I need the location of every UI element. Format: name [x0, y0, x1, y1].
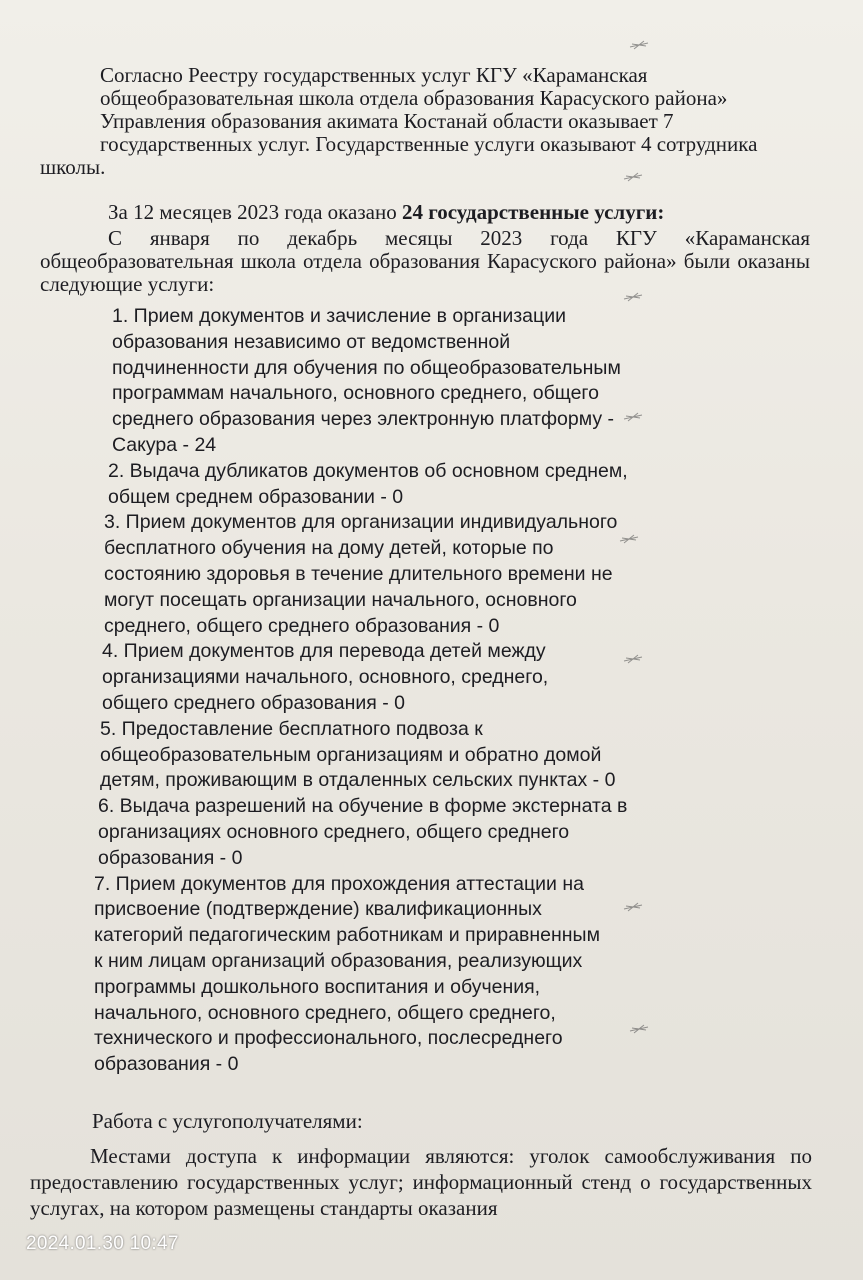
work-section-title: Работа с услугополучателями: [92, 1109, 363, 1133]
services-intro-paragraph: С января по декабрь месяцы 2023 года КГУ «Караманская общеобразовательная школа отдела образования Карасуского района» были оказаны следующие услуги: [40, 226, 810, 296]
stamp-mark-icon [622, 412, 644, 422]
stamp-mark-icon [622, 172, 644, 182]
service-item: 3. Прием документов для организации индивидуального бесплатного обучения на дому детей, которые по состоянию здоровья в течение длительного времени не могут посещать организации начального, основного среднего, общего среднего образования - 0 [104, 511, 618, 637]
stamp-mark-icon [622, 654, 644, 664]
photo-timestamp: 2024.01.30 10:47 [26, 1233, 179, 1254]
intro-line: общеобразовательная школа отдела образования Карасуского района» [100, 86, 728, 110]
summary-paragraph [108, 201, 808, 224]
intro-line: школы. [40, 155, 106, 179]
stamp-mark-icon [622, 902, 644, 912]
stamp-mark-icon [628, 40, 650, 50]
stamp-mark-icon [628, 1024, 650, 1034]
intro-line: Согласно Реестру государственных услуг КГУ «Караманская [100, 63, 648, 87]
service-item: 4. Прием документов для перевода детей между организациями начального, основного, среднего, общего среднего образования - 0 [102, 640, 549, 714]
service-item: 2. Выдача дубликатов документов об основном среднем, общем среднем образовании - 0 [108, 459, 628, 508]
services-list [92, 304, 672, 1078]
service-item: 6. Выдача разрешений на обучение в форме экстерната в организациях основного среднего, общего среднего образования - 0 [98, 795, 628, 869]
service-item: 7. Прием документов для прохождения аттестации на присвоение (подтверждение) квалификационных категорий педагогическим работникам и приравненным к ним лицам организаций образования, реализующих программы дошкольного воспитания и обучения, начального, основного среднего, общего среднего, технического и профессионального, послесреднего образования - 0 [94, 872, 600, 1076]
intro-paragraph [40, 64, 810, 179]
summary-prefix: За 12 месяцев 2023 года оказано [108, 200, 402, 224]
stamp-mark-icon [618, 534, 640, 544]
work-section-text: Местами доступа к информации являются: уголок самообслуживания по предоставлению государственных услуг; информационный стенд о государственных услугах, на котором размещены стандарты оказания [30, 1144, 812, 1220]
summary-count: 24 государственные услуги: [401, 200, 665, 224]
stamp-mark-icon [622, 292, 644, 302]
intro-line: Управления образования акимата Костанай области оказывает 7 [100, 109, 674, 133]
intro-line: государственных услуг. Государственные услуги оказывают 4 сотрудника [100, 132, 758, 156]
service-item: 5. Предоставление бесплатного подвоза к общеобразовательным организациям и обратно домой детям, проживающим в отдаленных сельских пунктах - 0 [100, 717, 616, 792]
service-item: 1. Прием документов и зачисление в организации образования независимо от ведомственной подчиненности для обучения по общеобразовательным программам начального, основного среднего, общего среднего образования через электронную платформу - Сакура - 24 [112, 305, 621, 456]
